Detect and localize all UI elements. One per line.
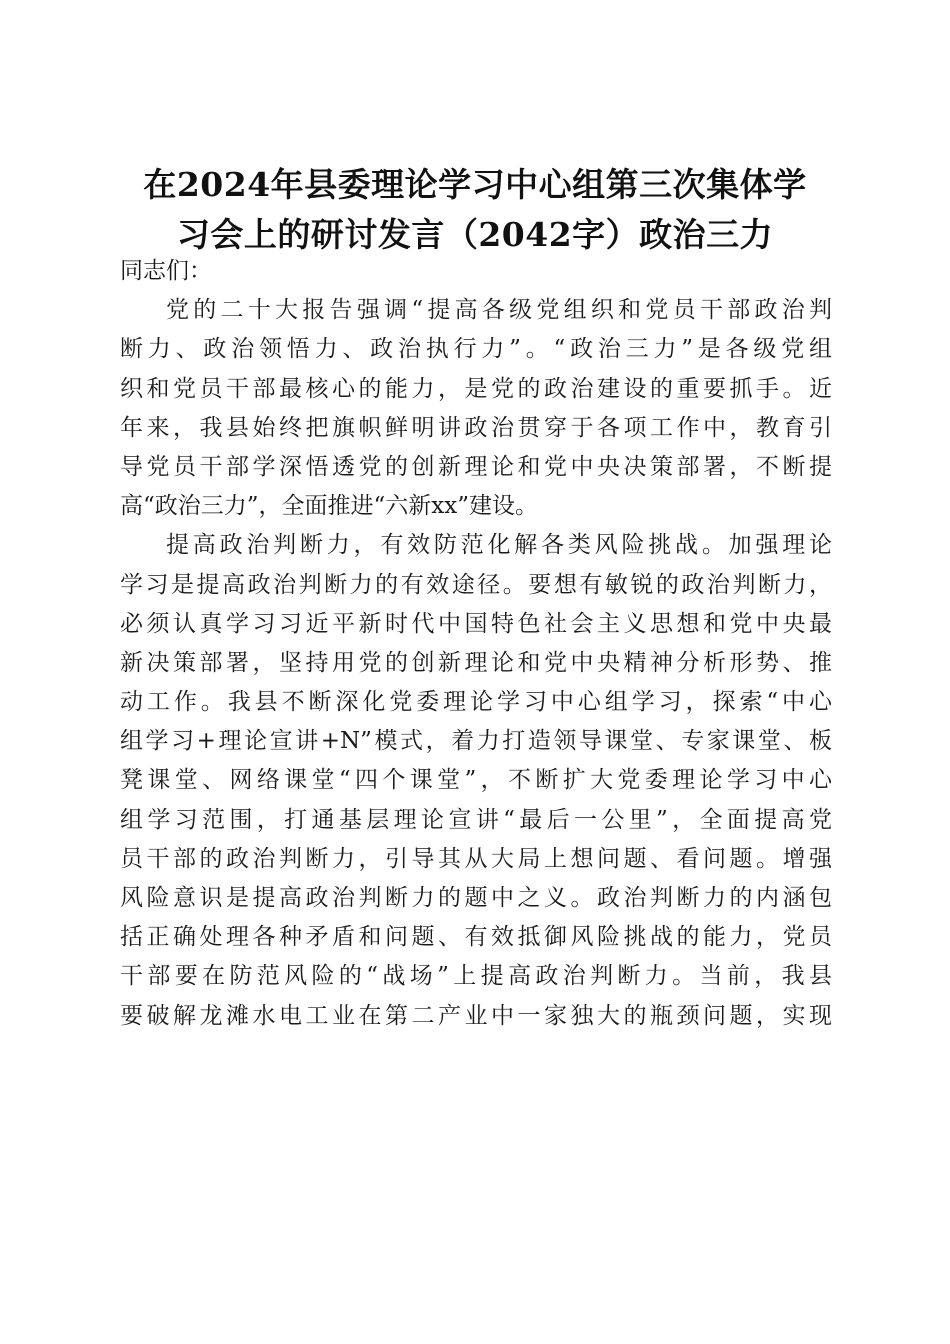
- paragraph: [120, 291, 832, 526]
- text-line: 导党员干部学深悟透党的创新理论和党中央决策部署，不断提: [120, 453, 832, 480]
- text-line: 凳课堂、网络课堂“四个课堂”，不断扩大党委理论学习中心: [120, 767, 832, 794]
- text-line: 风险意识是提高政治判断力的题中之义。政治判断力的内涵包: [120, 885, 832, 912]
- title-line: 习会上的研讨发言（2042字）政治三力: [176, 215, 774, 255]
- text-line: 动工作。我县不断深化党委理论学习中心组学习，探索“中心: [120, 689, 832, 716]
- text-line: 括正确处理各种矛盾和问题、有效抵御风险挑战的能力，党员: [120, 924, 832, 951]
- text-line: 提高政治判断力，有效防范化解各类风险挑战。加强理论: [166, 532, 832, 559]
- text-line: 组学习+理论宣讲+N”模式，着力打造领导课堂、专家课堂、板: [120, 728, 832, 755]
- document-title: [100, 160, 850, 260]
- salutation: 同志们：: [120, 258, 212, 284]
- title-line: 在2024年县委理论学习中心组第三次集体学: [143, 165, 807, 205]
- text-line: 新决策部署，坚持用党的创新理论和党中央精神分析形势、推: [120, 649, 832, 676]
- text-line: 员干部的政治判断力，引导其从大局上想问题、看问题。增强: [120, 845, 832, 872]
- text-line: 织和党员干部最核心的能力，是党的政治建设的重要抓手。近: [120, 375, 832, 402]
- text-line: 年来，我县始终把旗帜鲜明讲政治贯穿于各项工作中，教育引: [120, 414, 832, 441]
- text-line: 高“政治三力”，全面推进“六新xx”建设。: [120, 493, 538, 520]
- text-line: 要破解龙滩水电工业在第二产业中一家独大的瓶颈问题，实现: [120, 1002, 832, 1029]
- text-line: 干部要在防范风险的“战场”上提高政治判断力。当前，我县: [120, 963, 832, 990]
- text-line: 断力、政治领悟力、政治执行力”。“政治三力”是各级党组: [120, 336, 832, 363]
- text-line: 必须认真学习习近平新时代中国特色社会主义思想和党中央最: [120, 610, 832, 637]
- paragraph: [120, 526, 832, 1035]
- text-line: 组学习范围，打通基层理论宣讲“最后一公里”，全面提高党: [120, 806, 832, 833]
- text-line: 党的二十大报告强调“提高各级党组织和党员干部政治判: [166, 297, 832, 324]
- document-body: [120, 252, 832, 1036]
- text-line: 学习是提高政治判断力的有效途径。要想有敏锐的政治判断力，: [120, 571, 832, 598]
